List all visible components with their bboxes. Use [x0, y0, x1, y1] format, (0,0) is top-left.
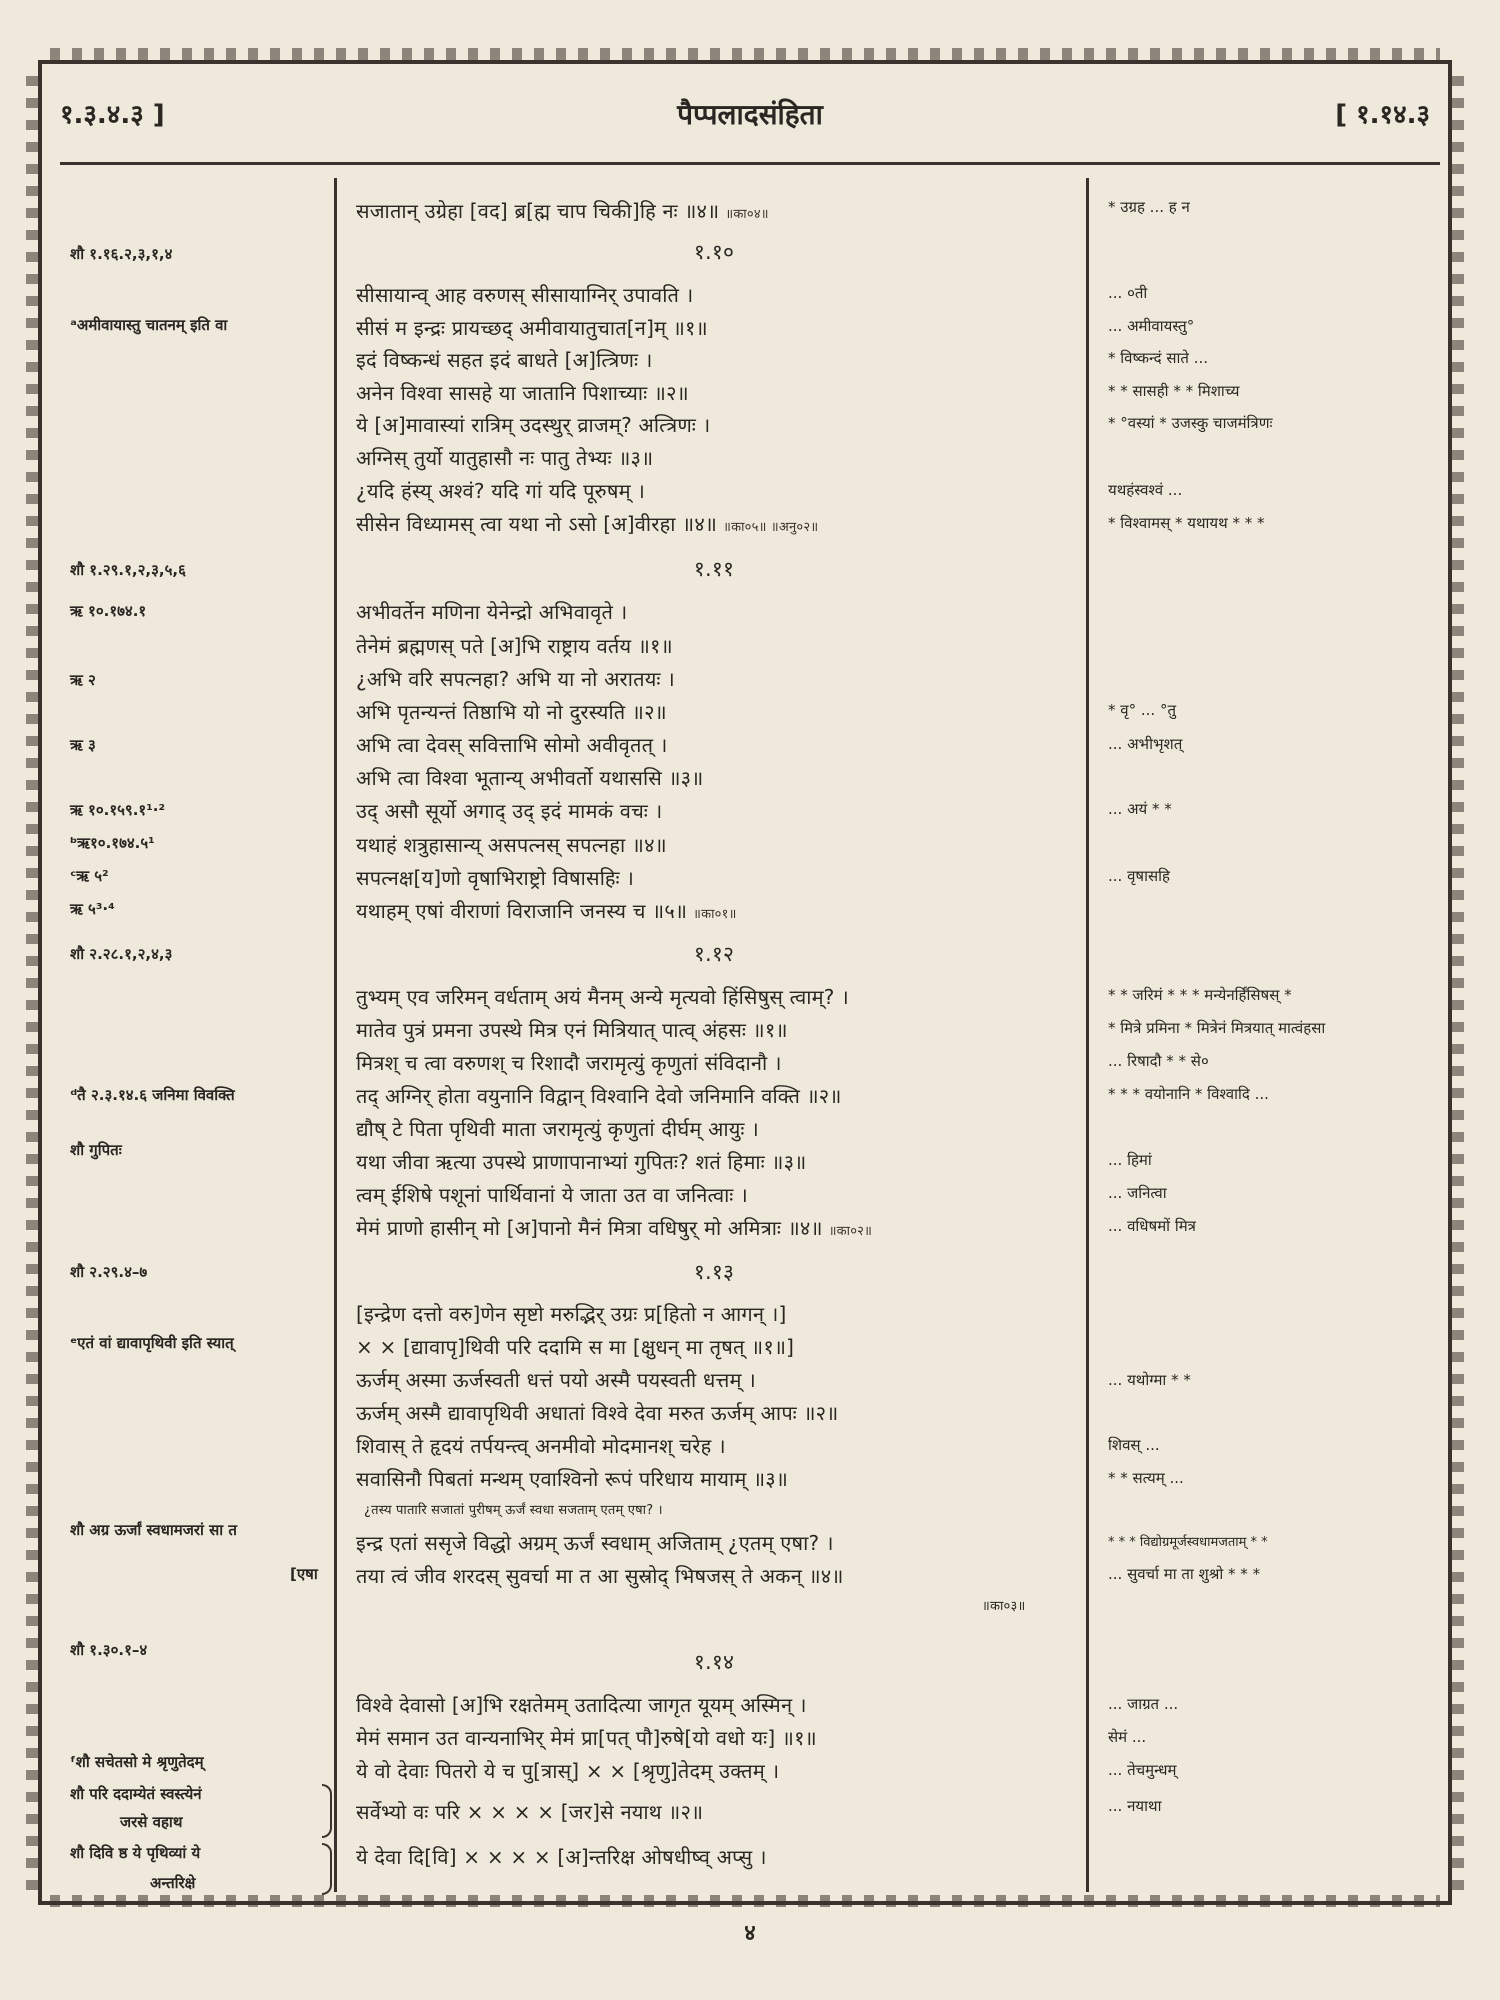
verse-line: इन्द्र एतां ससृजे विद्धो अग्रम् ऊर्जं स्वधाम् अजिताम् ¿एतम् एषा? । — [356, 1531, 834, 1555]
footnote: ᵉएतं वां द्यावापृथिवी इति स्यात् — [70, 1334, 234, 1352]
page-number: ४ — [744, 1921, 756, 1946]
parallel-reference: शौ २.२८.१,२,४,३ — [70, 945, 173, 963]
verse-line: ये वो देवाः पितरो ये च पु[त्रास्] × × [श्रृणु]तेदम् उक्तम् । — [356, 1759, 780, 1783]
verse-line: ये देवा दि[वि] × × × × [अ]न्तरिक्ष ओषधीष्व् अप्सु । — [356, 1845, 767, 1869]
verse-line: ¿यदि हंस्य् अश्वं? यदि गां यदि पूरुषम् । — [356, 479, 646, 503]
verse-line: सजातान् उग्रेहा [वद] ब्र[ह्म चाप चिकी]हि नः ॥४॥ ॥का०४॥ — [356, 199, 769, 223]
section-number: १.११ — [693, 557, 735, 581]
verse-line: मित्रश् च त्वा वरुणश् च रिशादौ जरामृत्युं कृणुतां संविदानौ । — [356, 1051, 782, 1075]
section-number: १.१० — [693, 240, 735, 264]
parallel-reference: शौ २.२९.४–७ — [70, 1263, 148, 1281]
verse-line: ऊर्जम् अस्मा ऊर्जस्वती धत्तं पयो अस्मै पयस्वती धत्तम् । — [356, 1368, 756, 1392]
parallel-reference: शौ १.३०.१–४ — [70, 1641, 148, 1659]
verse-line: तया त्वं जीव शरदस् सुवर्चा मा त आ सुस्रोद् भिषजस् ते अकन् ॥४॥ — [356, 1564, 844, 1588]
verse-line: द्यौष् टे पिता पृथिवी माता जरामृत्युं कृणुतां दीर्घम् आयुः । — [356, 1117, 759, 1141]
verse-line: × × [द्यावापृ]थिवी परि ददामि स मा [क्षुधन् मा तृषत् ॥१॥] — [356, 1335, 795, 1359]
verse-line: मेमं समान उत वान्यनाभिर् मेमं प्रा[पत् पौ]रुषे[यो वधो यः] ॥१॥ — [356, 1726, 817, 1750]
variant-note: * विश्वामस् * यथायथ * * * — [1108, 514, 1265, 532]
verse-line: तेनेमं ब्रह्मणस् पते [अ]भि राष्ट्राय वर्तय ॥१॥ — [356, 634, 673, 658]
bottom-ornament-band — [50, 1895, 1440, 1907]
variant-note: ... यथोग्मा * * — [1108, 1371, 1191, 1389]
verse-line: इदं विष्कन्धं सहत इदं बाधते [अ]त्त्रिणः । — [356, 348, 653, 372]
verse-line: उद् असौ सूर्यो अगाद् उद् इदं मामकं वचः । — [356, 799, 663, 823]
variant-note: * °वस्यां * उजस्कु चाजमंत्रिणः — [1108, 414, 1273, 432]
header-title: पैप्पलादसंहिता — [677, 98, 823, 131]
variant-note: ... तेचमुन्धम् — [1108, 1761, 1177, 1779]
parallel-reference: ऋ १०.१५९.१¹·² — [70, 801, 166, 819]
verse-line: अभि त्वा विश्वा भूतान्य् अभीवर्तो यथाससि ॥३॥ — [356, 766, 704, 790]
variant-note: * * * वयोनानि * विश्वादि ... — [1108, 1085, 1269, 1103]
variant-note: ... नयाथा — [1108, 1797, 1162, 1815]
page-header — [60, 95, 1440, 145]
verse-line: ¿अभि वरि सपत्नहा? अभि या नो अरातयः । — [356, 667, 675, 691]
section-number: १.१४ — [693, 1650, 735, 1674]
verse-line: तद् अग्निर् होता वयुनानि विद्वान् विश्वानि देवो जनिमानि वक्ति ॥२॥ — [356, 1084, 842, 1108]
verse-line: सीसेन विध्यामस् त्वा यथा नो ऽसो [अ]वीरहा ॥४॥ ॥का०५॥ ॥अनु०२॥ — [356, 512, 819, 536]
verse-line: मातेव पुत्रं प्रमना उपस्थे मित्र एनं मित्रियात् पात्व् अंहसः ॥१॥ — [356, 1018, 788, 1042]
variant-note: ... सुवर्चा मा ता शुश्रो * * * — [1108, 1565, 1261, 1583]
footnote: ᵇऋ१०.१७४.५¹ — [70, 834, 155, 852]
footnote: ᶜऋ ५² — [70, 867, 109, 885]
header-right-reference: [ १.१४.३ — [1335, 100, 1430, 130]
variant-note: ... जाग्रत ... — [1108, 1695, 1179, 1713]
variant-note: ... हिमां — [1108, 1151, 1152, 1169]
parallel-reference: शौ अग्र ऊर्जां स्वधामजरां सा त — [70, 1521, 237, 1539]
variant-note: * * सासही * * मिशाच्य — [1108, 382, 1240, 400]
variant-note: सेमं ... — [1108, 1728, 1147, 1746]
variant-note: ... अभीभृशत् — [1108, 735, 1183, 753]
left-column-divider — [334, 178, 337, 1892]
parallel-reference: ऋ ५³·⁴ — [70, 900, 115, 918]
variant-note: ... रिषादौ * * से० — [1108, 1052, 1209, 1070]
variant-note: * वृ° ... °तु — [1108, 701, 1176, 719]
variant-note: ... वधिषमों मित्र — [1108, 1217, 1196, 1235]
parallel-reference: जरसे वहाथ — [120, 1813, 183, 1831]
variant-reading: ¿तस्य पातारि सजातां पुरीषम् ऊर्जं स्वधा सजताम् एतम् एषा? । — [364, 1503, 663, 1518]
parallel-reference: शौ परि ददाम्येतं स्वस्त्येनं — [70, 1785, 202, 1803]
footnote: ᵃअमीवायास्तु चातनम् इति वा — [70, 316, 228, 334]
parallel-reference: शौ गुपितः — [70, 1141, 122, 1159]
verse-line: सीसायान्व् आह वरुणस् सीसायाग्निर् उपावति । — [356, 283, 694, 307]
variant-note: ... वृषासहि — [1108, 867, 1170, 885]
verse-line: यथाहं शत्रुहासान्य् असपत्नस् सपत्नहा ॥४॥ — [356, 833, 667, 857]
variant-note: ... अयं * * — [1108, 800, 1172, 818]
verse-line: सीसं म इन्द्रः प्रायच्छद् अमीवायातुचात[न]म् ॥१॥ — [356, 316, 708, 340]
verse-line: अग्निस् तुर्यो यातुहासौ नः पातु तेभ्यः ॥३॥ — [356, 446, 654, 470]
verse-line: सर्वेभ्यो वः परि × × × × [जर]से नयाथ ॥२॥ — [356, 1800, 704, 1824]
variant-note: * उग्रह ... ह न — [1108, 198, 1190, 216]
footnote: ᶠशौ सचेतसो मे श्रृणुतेदम् — [70, 1753, 204, 1771]
verse-line: विश्वे देवासो [अ]भि रक्षतेमम् उतादित्या जागृत यूयम् अस्मिन् । — [356, 1693, 807, 1717]
variant-note: * * * विद्योग्रमूर्जस्वधामजताम् * * — [1108, 1535, 1268, 1550]
left-ornament-band — [26, 70, 38, 1890]
verse-line: अनेन विश्वा सासहे या जातानि पिशाच्याः ॥२॥ — [356, 381, 689, 405]
right-ornament-band — [1452, 70, 1464, 1890]
variant-note: * विष्कन्दं साते ... — [1108, 349, 1209, 367]
section-number: १.१२ — [693, 942, 735, 966]
parallel-reference: ऋ १०.१७४.१ — [70, 602, 147, 620]
verse-line: अभि पृतन्यन्तं तिष्ठाभि यो नो दुरस्यति ॥२॥ — [356, 700, 667, 724]
verse-line: अभि त्वा देवस् सवित्ताभि सोमो अवीवृतत् । — [356, 733, 668, 757]
parallel-reference: अन्तरिक्षे — [150, 1874, 196, 1892]
section-number: १.१३ — [693, 1260, 735, 1284]
verse-line: ऊर्जम् अस्मै द्यावापृथिवी अधातां विश्वे देवा मरुत ऊर्जम् आपः ॥२॥ — [356, 1401, 839, 1425]
verse-line: शिवास् ते हृदयं तर्पयन्त्व् अनमीवो मोदमानश् चरेह । — [356, 1434, 726, 1458]
variant-note: * मित्रे प्रमिना * मित्रेनं मित्रयात् मात्वंहसा — [1108, 1019, 1326, 1037]
right-column-divider — [1086, 178, 1089, 1892]
verse-line: तुभ्यम् एव जरिमन् वर्धताम् अयं मैनम् अन्ये मृत्यवो हिंसिषुस् त्वाम्? । — [356, 985, 849, 1009]
variant-note: ... ०ती — [1108, 284, 1148, 302]
parallel-reference: शौ १.१६.२,३,१,४ — [70, 245, 173, 263]
header-left-reference: १.३.४.३ ] — [60, 100, 165, 130]
verse-line: यथाहम् एषां वीराणां विराजानि जनस्य च ॥५॥ ॥का०१॥ — [356, 899, 737, 923]
parallel-reference: शौ १.२९.१,२,३,५,६ — [70, 561, 186, 579]
parallel-reference: ऋ ३ — [70, 736, 96, 754]
verse-line: सपत्नक्ष[य]णो वृषाभिराष्ट्रो विषासहिः । — [356, 866, 635, 890]
verse-line: त्वम् ईशिषे पशूनां पार्थिवानां ये जाता उत वा जनित्वाः । — [356, 1183, 748, 1207]
section-end-marker: ॥का०३॥ — [982, 1599, 1026, 1614]
parallel-reference: शौ दिवि ष्ठ ये पृथिव्यां ये — [70, 1844, 201, 1862]
verse-line: अभीवर्तेन मणिना येनेन्द्रो अभिवावृते । — [356, 600, 628, 624]
parallel-reference: [एषा — [290, 1565, 318, 1583]
brace — [322, 1784, 332, 1838]
variant-note: * * जरिमं * * * मन्येनर्हिंसिषस् * — [1108, 986, 1292, 1004]
verse-line: [इन्द्रेण दत्तो वरु]णेन सृष्टो मरुद्भिर् उग्रः प्र[हितो न आगन् ।] — [356, 1302, 787, 1326]
variant-note: ... अमीवायस्तु° — [1108, 317, 1195, 335]
header-rule — [60, 162, 1440, 165]
verse-line: ये [अ]मावास्यां रात्रिम् उदस्थुर् व्राजम्? अत्त्रिणः । — [356, 413, 711, 437]
verse-line: मेमं प्राणो हासीन् मो [अ]पानो मैनं मित्रा वधिषुर् मो अमित्राः ॥४॥ ॥का०२॥ — [356, 1216, 873, 1240]
parallel-reference: ऋ २ — [70, 671, 96, 689]
variant-note: शिवस् ... — [1108, 1436, 1160, 1454]
verse-line: यथा जीवा ऋत्या उपस्थे प्राणापानाभ्यां गुपितः? शतं हिमाः ॥३॥ — [356, 1150, 807, 1174]
variant-note: यथहंस्वश्वं ... — [1108, 481, 1183, 499]
top-ornament-band — [50, 48, 1440, 60]
verse-line: सवासिनौ पिबतां मन्थम् एवाश्विनो रूपं परिधाय मायाम् ॥३॥ — [356, 1467, 789, 1491]
variant-note: * * सत्यम् ... — [1108, 1469, 1184, 1487]
brace — [322, 1843, 332, 1895]
variant-note: ... जनित्वा — [1108, 1184, 1167, 1202]
footnote: ᵈतै २.३.१४.६ जनिमा विवक्ति — [70, 1086, 235, 1104]
